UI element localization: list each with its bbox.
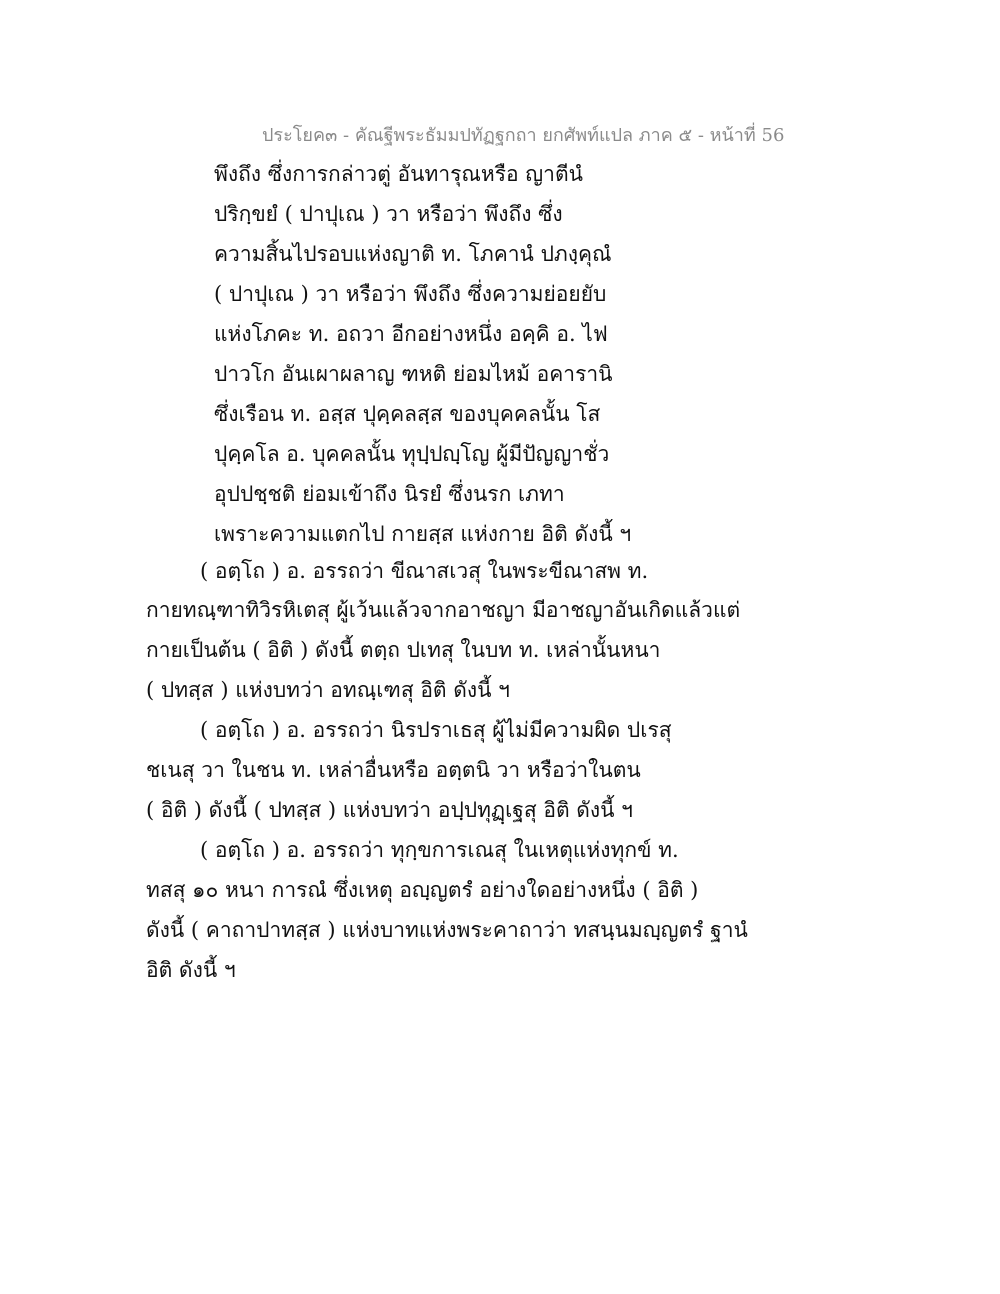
- text-line: ปริกฺขยํ ( ปาปุเณ ) วา หรือว่า พึงถึง ซึ่ง: [214, 202, 563, 226]
- text-line: ( ปทสฺส ) แห่งบทว่า อทณฺเฑสุ อิติ ดังนี้ ฯ: [146, 678, 510, 702]
- text-line: ( อิติ ) ดังนี้ ( ปทสฺส ) แห่งบทว่า อปฺปทุฏฺเฐสุ อิติ ดังนี้ ฯ: [146, 798, 633, 822]
- text-line: ซึ่งเรือน ท. อสฺส ปุคฺคลสฺส ของบุคคลนั้น โส: [214, 402, 601, 426]
- text-line: อุปปชฺชติ ย่อมเข้าถึง นิรยํ ซึ่งนรก เภทา: [214, 482, 565, 506]
- text-line: ทสสุ ๑๐ หนา การณํ ซึ่งเหตุ อญฺญตรํ อย่างใดอย่างหนึ่ง ( อิติ ): [146, 878, 699, 902]
- text-line: ปุคฺคโล อ. บุคคลนั้น ทุปฺปญฺโญ ผู้มีปัญญาชั่ว: [214, 442, 610, 466]
- text-line: กายทณฺฑาทิวิรหิเตสุ ผู้เว้นแล้วจากอาชญา มีอาชญาอันเกิดแล้วแต่: [146, 598, 741, 622]
- paragraph-start-line: ( อตฺโถ ) อ. อรรถว่า นิรปราเธสุ ผู้ไม่มีความผิด ปเรสุ: [200, 718, 672, 742]
- paragraph-start-line: ( อตฺโถ ) อ. อรรถว่า ทุกฺขการเณสุ ในเหตุแห่งทุกข์ ท.: [200, 838, 679, 862]
- text-line: ความสิ้นไปรอบแห่งญาติ ท. โภคานํ ปภงฺคุณํ: [214, 242, 612, 266]
- text-line: ( ปาปุเณ ) วา หรือว่า พึงถึง ซึ่งความย่อยยับ: [214, 282, 607, 306]
- text-line: พึงถึง ซึ่งการกล่าวตู่ อันทารุณหรือ ญาตีนํ: [214, 162, 583, 186]
- text-line: ชเนสุ วา ในชน ท. เหล่าอื่นหรือ อตฺตนิ วา หรือว่าในตน: [146, 758, 641, 782]
- text-line: แห่งโภคะ ท. อถวา อีกอย่างหนึ่ง อคฺคิ อ. ไฟ: [214, 322, 608, 346]
- text-line: เพราะความแตกไป กายสฺส แห่งกาย อิติ ดังนี้ ฯ: [214, 522, 632, 546]
- page-header: ประโยค๓ - คัณฐีพระธัมมปทัฏฐกถา ยกศัพท์แปล ภาค ๕ - หน้าที่ 56: [262, 125, 785, 146]
- text-line: อิติ ดังนี้ ฯ: [146, 958, 236, 982]
- text-line: กายเป็นต้น ( อิติ ) ดังนี้ ตตฺถ ปเทสุ ในบท ท. เหล่านั้นหนา: [146, 638, 661, 662]
- paragraph-start-line: ( อตฺโถ ) อ. อรรถว่า ขีณาสเวสุ ในพระขีณาสพ ท.: [200, 559, 649, 583]
- text-line: ดังนี้ ( คาถาปาทสฺส ) แห่งบาทแห่งพระคาถาว่า ทสนฺนมญฺญตรํ ฐานํ: [146, 918, 748, 942]
- text-line: ปาวโก อันเผาผลาญ ฑหติ ย่อมไหม้ อคารานิ: [214, 362, 613, 386]
